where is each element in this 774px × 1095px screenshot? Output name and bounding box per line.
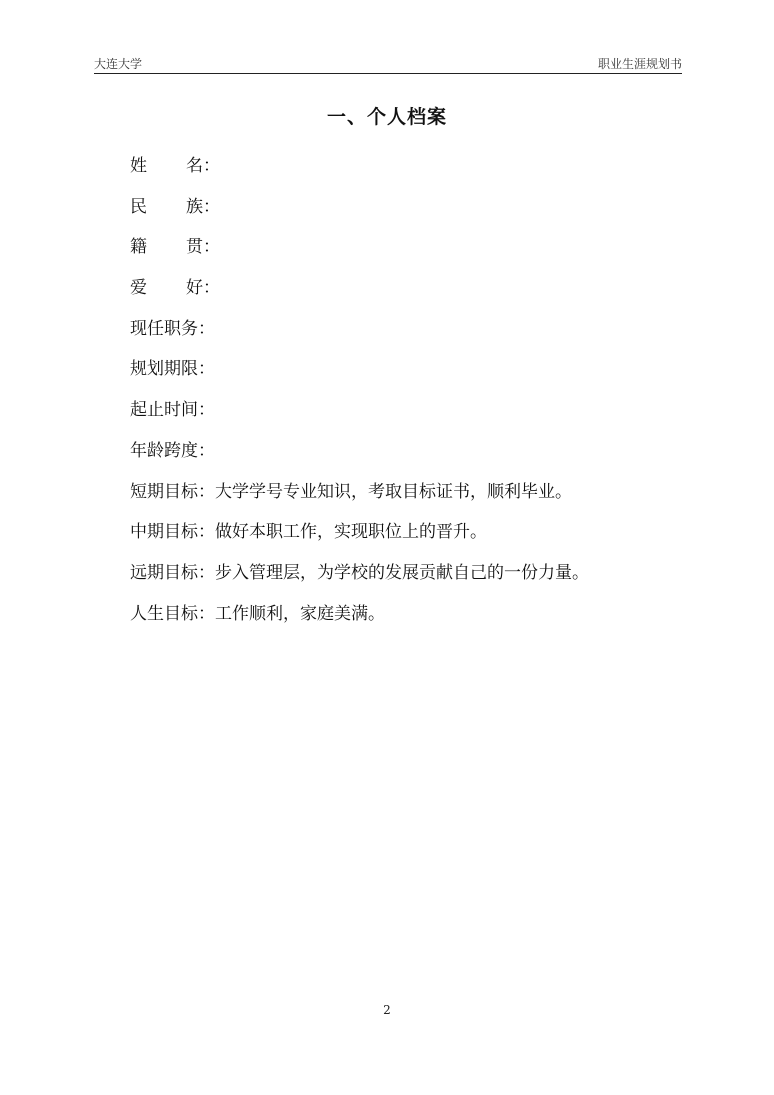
field-short-term-goal — [130, 478, 690, 519]
field-label: 规划期限： — [130, 359, 215, 380]
field-label: 远期目标： — [130, 562, 215, 583]
field-label: 爱 好： — [130, 278, 220, 299]
field-current-position — [130, 315, 690, 356]
field-value: 大学学号专业知识，考取目标证书，顺利毕业。 — [215, 481, 572, 502]
field-value: 工作顺利，家庭美满。 — [215, 603, 385, 624]
field-hobbies — [130, 274, 690, 315]
field-ethnicity — [130, 193, 690, 234]
field-label: 人生目标： — [130, 603, 215, 624]
field-label: 起止时间： — [130, 400, 215, 421]
field-label: 中期目标： — [130, 522, 215, 543]
field-native-place — [130, 233, 690, 274]
field-label: 年龄跨度： — [130, 440, 215, 461]
page-number: 2 — [383, 1003, 391, 1017]
field-name — [130, 152, 690, 193]
field-value: 步入管理层，为学校的发展贡献自己的一份力量。 — [215, 562, 589, 583]
section-title: 一、个人档案 — [326, 106, 447, 128]
field-start-end-time — [130, 396, 690, 437]
field-planning-period — [130, 355, 690, 396]
field-value: 做好本职工作，实现职位上的晋升。 — [215, 522, 487, 543]
field-label: 现任职务： — [130, 318, 215, 339]
field-long-term-goal — [130, 559, 690, 600]
field-label: 姓 名： — [130, 156, 220, 176]
page-header — [94, 53, 682, 74]
field-label: 短期目标： — [130, 481, 215, 502]
field-mid-term-goal — [130, 518, 690, 559]
field-label: 民 族： — [130, 196, 220, 217]
field-label: 籍 贯： — [130, 237, 220, 258]
personal-profile-list — [130, 152, 690, 640]
header-document-title: 职业生涯规划书 — [597, 57, 682, 71]
header-university: 大连大学 — [94, 57, 143, 71]
field-life-goal — [130, 600, 690, 641]
field-age-span — [130, 437, 690, 478]
